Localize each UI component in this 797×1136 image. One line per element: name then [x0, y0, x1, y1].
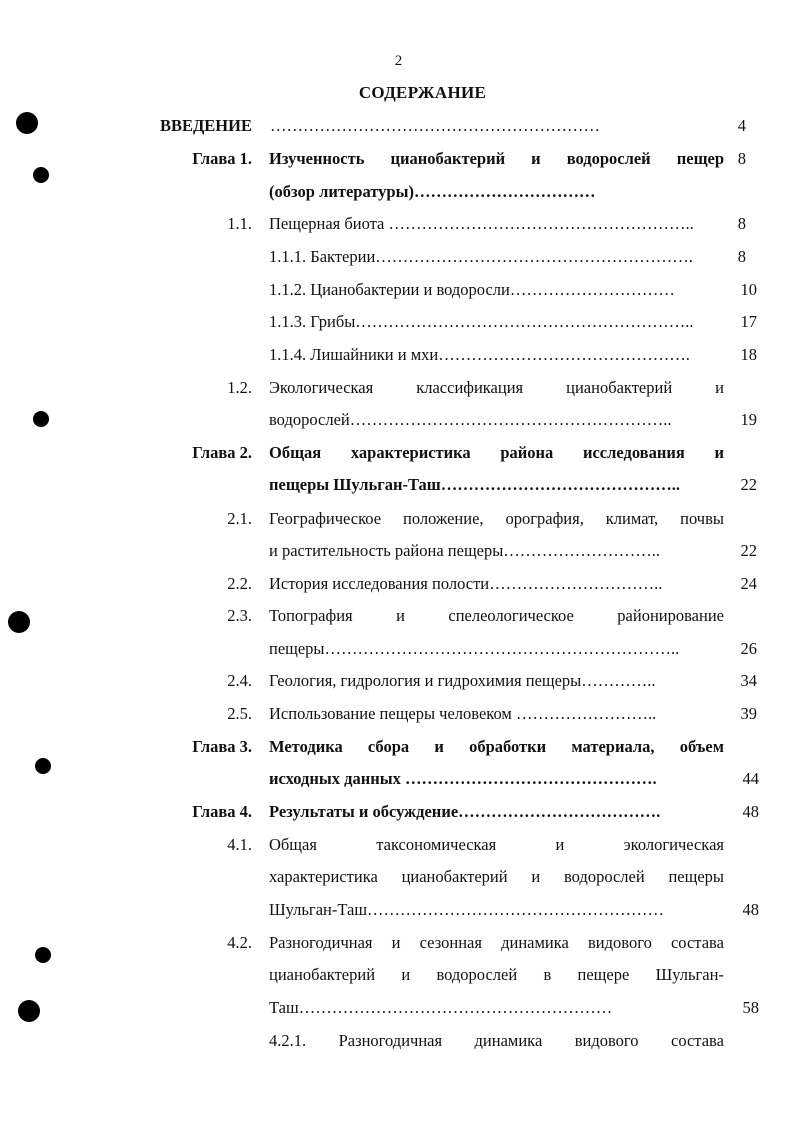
toc-text: Общая таксономическая и экологическая [269, 835, 724, 854]
toc-text: Геология, гидрология и гидрохимия пещеры………….. [269, 671, 656, 690]
toc-page: 34 [740, 671, 757, 690]
toc-page: 17 [740, 312, 757, 331]
toc-number: 4.1. [227, 835, 252, 854]
toc-text: Топография и спелеологическое районирование [269, 606, 724, 625]
toc-text: Географическое положение, орография, климат, почвы [269, 509, 724, 528]
toc-text: Разногодичная и сезонная динамика видового состава [269, 933, 724, 952]
toc-page: 39 [740, 704, 757, 723]
binding-hole [18, 1000, 40, 1022]
toc-page: 26 [740, 639, 757, 658]
toc-text: Общая характеристика района исследования и [269, 443, 724, 462]
toc-text-cont: и растительность района пещеры……………………….. [269, 541, 661, 560]
toc-label: Глава 4. [192, 802, 252, 821]
toc-label: Глава 3. [192, 737, 252, 756]
toc-page: 24 [740, 574, 757, 593]
toc-text: История исследования полости………………………….. [269, 574, 663, 593]
toc-page: 22 [740, 541, 757, 560]
toc-page: 22 [740, 475, 757, 494]
toc-page: 8 [737, 149, 746, 168]
toc-page: 58 [742, 998, 759, 1017]
page-number: 2 [394, 53, 403, 69]
toc-text: 4.2.1. Разногодичная динамика видового состава [269, 1031, 724, 1050]
toc-label: Глава 2. [192, 443, 252, 462]
toc-text-cont: пещеры Шульган-Таш…………………………………….. [269, 475, 680, 494]
toc-text-cont: цианобактерий и водорослей в пещере Шульган- [269, 965, 724, 984]
toc-text: Изученность цианобактерий и водорослей пещер [269, 149, 724, 168]
binding-hole [16, 112, 38, 134]
binding-hole [35, 758, 51, 774]
toc-text: Пещерная биота ……………………………………………….. [269, 214, 694, 233]
toc-text-cont: исходных данных ………………………………………. [269, 769, 657, 788]
toc-page: 19 [740, 410, 757, 429]
toc-text: 1.1.2. Цианобактерии и водоросли………………………… [269, 280, 675, 299]
binding-hole [33, 411, 49, 427]
toc-text: 1.1.4. Лишайники и мхи………………………………………. [269, 345, 690, 364]
toc-number: 2.2. [227, 574, 252, 593]
toc-text: Методика сбора и обработки материала, объем [269, 737, 724, 756]
toc-page: 4 [737, 116, 746, 135]
toc-number: 2.5. [227, 704, 252, 723]
toc-page: 8 [737, 247, 746, 266]
toc-page: 48 [742, 802, 759, 821]
toc-page: 10 [740, 280, 757, 299]
toc-page: 48 [742, 900, 759, 919]
toc-text-cont: пещеры……………………………………………………….. [269, 639, 680, 658]
binding-hole [8, 611, 30, 633]
toc-page: 8 [737, 214, 746, 233]
toc-page: 18 [740, 345, 757, 364]
toc-number: 2.1. [227, 509, 252, 528]
toc-label: ВВЕДЕНИЕ [159, 116, 252, 135]
toc-number: 4.2. [227, 933, 252, 952]
toc-number: 2.4. [227, 671, 252, 690]
toc-text: Экологическая классификация цианобактерий и [269, 378, 724, 397]
toc-text-cont: (обзор литературы)…………………………… [269, 182, 596, 201]
toc-leader: …………………………………………………… [270, 116, 600, 135]
toc-number: 1.1. [227, 214, 252, 233]
toc-number: 2.3. [227, 606, 252, 625]
toc-text: 1.1.3. Грибы…………………………………………………….. [269, 312, 694, 331]
binding-hole [35, 947, 51, 963]
page-title: СОДЕРЖАНИЕ [358, 83, 487, 102]
toc-label: Глава 1. [192, 149, 252, 168]
toc-text-cont: Шульган-Таш……………………………………………… [269, 900, 665, 919]
toc-text: Результаты и обсуждение………………………………. [269, 802, 661, 821]
toc-text: 1.1.1. Бактерии…………………………………………………. [269, 247, 693, 266]
toc-text: Использование пещеры человеком …………………….. [269, 704, 657, 723]
toc-text-cont: водорослей………………………………………………….. [269, 410, 672, 429]
toc-text-cont: Таш………………………………………………… [269, 998, 613, 1017]
toc-number: 1.2. [227, 378, 252, 397]
toc-text-cont: характеристика цианобактерий и водорослей пещеры [269, 867, 724, 886]
toc-page: 44 [742, 769, 759, 788]
binding-hole [33, 167, 49, 183]
